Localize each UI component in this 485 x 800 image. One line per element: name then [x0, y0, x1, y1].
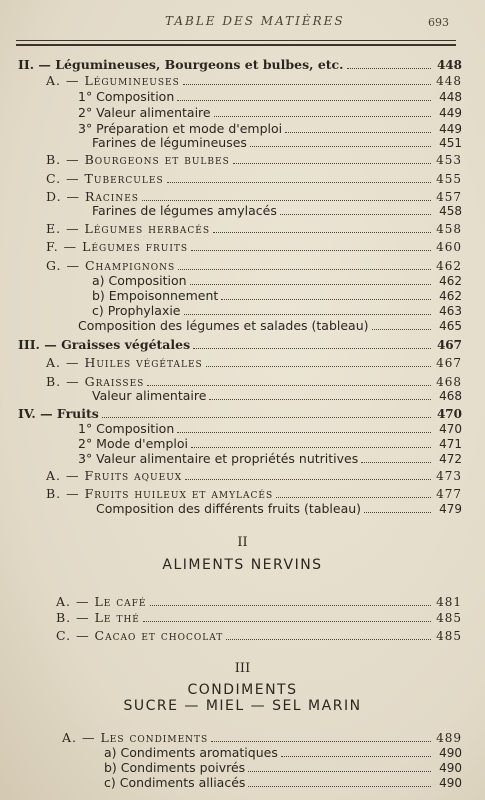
toc-entry: C. — Cacao et chocolat 485 — [56, 628, 462, 643]
toc-entry: b) Condiments poivrés 490 — [104, 760, 462, 775]
toc-entry: II. — Légumineuses, Bourgeons et bulbes, etc. 448 — [18, 57, 462, 72]
toc-entry: 1° Composition 470 — [78, 421, 462, 436]
toc-entry: Valeur alimentaire 468 — [92, 388, 462, 403]
toc-entry: IV. — Fruits 470 — [18, 406, 462, 421]
toc-entry: c) Prophylaxie 463 — [92, 303, 462, 318]
toc-entry: B. — Bourgeons et bulbes 453 — [46, 152, 462, 167]
toc-entry: A. — Légumineuses 448 — [46, 73, 462, 88]
page-header — [0, 14, 485, 36]
section-title: ALIMENTS NERVINS — [162, 557, 323, 573]
toc-entry: Composition des différents fruits (tableau) 479 — [96, 501, 462, 516]
running-title: TABLE DES MATIÈRES — [165, 14, 345, 28]
toc-entry: B. — Le thé 485 — [56, 610, 462, 625]
toc-entry: F. — Légumes fruits 460 — [46, 239, 462, 254]
toc-entry: A. — Les condiments 489 — [62, 730, 462, 745]
section-subtitle: SUCRE — MIEL — SEL MARIN — [123, 698, 362, 714]
toc-entry: Farines de légumes amylacés 458 — [92, 203, 462, 218]
section-numeral: II — [237, 535, 248, 550]
toc-entry: B. — Fruits huileux et amylacés 477 — [46, 486, 462, 501]
toc-entry: G. — Champignons 462 — [46, 258, 462, 273]
section-title: CONDIMENTS — [187, 682, 298, 698]
header-rule — [16, 40, 456, 41]
toc-entry: b) Empoisonnement 462 — [92, 288, 462, 303]
toc-entry: D. — Racines 457 — [46, 189, 462, 204]
toc-entry: 2° Mode d'emploi 471 — [78, 436, 462, 451]
toc-entry: a) Composition 462 — [92, 273, 462, 288]
header-rule-thick — [16, 44, 456, 46]
toc-entry: 3° Valeur alimentaire et propriétés nutritives 472 — [78, 451, 462, 466]
toc-entry: c) Condiments alliacés 490 — [104, 775, 462, 790]
page-number: 693 — [428, 16, 449, 29]
section-numeral: III — [234, 661, 251, 676]
toc-entry: 1° Composition 448 — [78, 89, 462, 104]
toc-entry: B. — Graisses 468 — [46, 374, 462, 389]
toc-entry: Farines de légumineuses 451 — [92, 135, 462, 150]
toc-entry: 3° Préparation et mode d'emploi 449 — [78, 121, 462, 136]
toc-entry: 2° Valeur alimentaire 449 — [78, 105, 462, 120]
toc-entry: III. — Graisses végétales 467 — [18, 337, 462, 352]
toc-entry: E. — Légumes herbacés 458 — [46, 221, 462, 236]
toc-entry: a) Condiments aromatiques 490 — [104, 745, 462, 760]
toc-entry: A. — Huiles végétales 467 — [46, 355, 462, 370]
toc-entry: C. — Tubercules 455 — [46, 171, 462, 186]
toc-entry: Composition des légumes et salades (tableau) 465 — [78, 318, 462, 333]
toc-entry: A. — Le café 481 — [56, 594, 462, 609]
toc-entry: A. — Fruits aqueux 473 — [46, 468, 462, 483]
